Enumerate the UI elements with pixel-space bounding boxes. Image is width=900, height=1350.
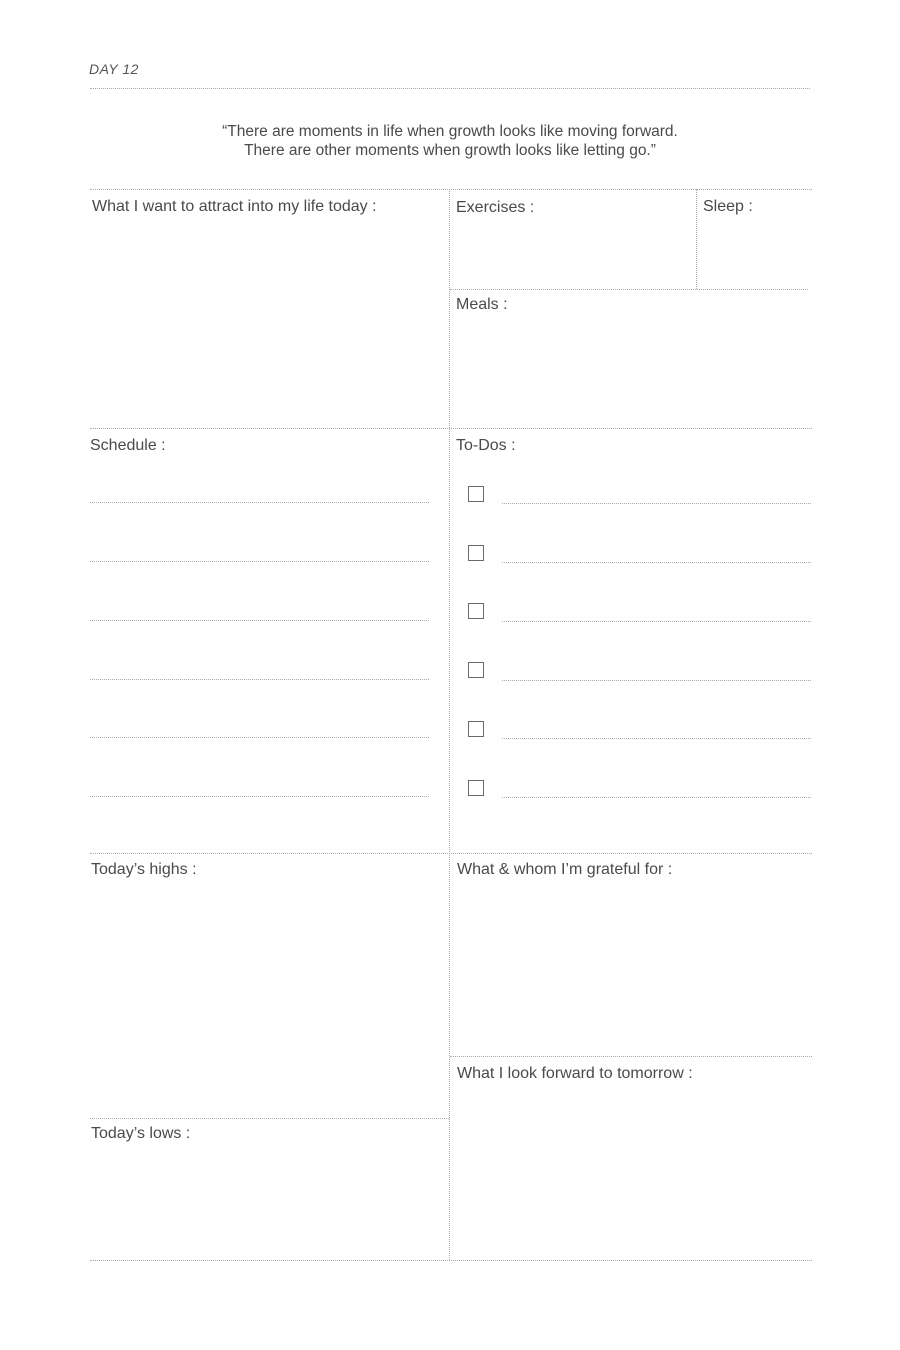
header-divider: [90, 88, 810, 89]
todo-line[interactable]: [502, 621, 811, 622]
grateful-forward-divider: [450, 1056, 812, 1057]
schedule-line[interactable]: [90, 620, 429, 621]
todo-line[interactable]: [502, 797, 811, 798]
todo-line[interactable]: [502, 738, 811, 739]
schedule-line[interactable]: [90, 796, 429, 797]
todo-checkbox[interactable]: [468, 662, 484, 678]
grid-top-line: [90, 189, 812, 190]
exercises-label: Exercises :: [456, 199, 535, 216]
todo-checkbox[interactable]: [468, 486, 484, 502]
grateful-label: What & whom I’m grateful for :: [457, 861, 673, 878]
schedule-line[interactable]: [90, 679, 429, 680]
sleep-label: Sleep :: [703, 198, 753, 215]
lows-label: Today’s lows :: [91, 1125, 191, 1142]
top-section-bottom-line: [90, 428, 812, 429]
todo-checkbox[interactable]: [468, 603, 484, 619]
forward-label: What I look forward to tomorrow :: [457, 1065, 693, 1082]
highs-lows-divider: [90, 1118, 449, 1119]
todos-label: To-Dos :: [456, 437, 516, 454]
quote-line-2: There are other moments when growth looks like letting go.”: [244, 142, 656, 159]
grid-bottom-line: [90, 1260, 812, 1261]
exercise-meals-divider: [450, 289, 808, 290]
schedule-line[interactable]: [90, 502, 429, 503]
schedule-line[interactable]: [90, 561, 429, 562]
schedule-line[interactable]: [90, 737, 429, 738]
schedule-label: Schedule :: [90, 437, 166, 454]
todo-line[interactable]: [502, 680, 811, 681]
todo-checkbox[interactable]: [468, 545, 484, 561]
grid-center-divider: [449, 189, 450, 1260]
highs-label: Today’s highs :: [91, 861, 197, 878]
todo-line[interactable]: [502, 503, 811, 504]
quote-line-1: “There are moments in life when growth looks like moving forward.: [222, 123, 678, 140]
meals-label: Meals :: [456, 296, 508, 313]
attract-label: What I want to attract into my life today :: [92, 198, 377, 215]
todo-checkbox[interactable]: [468, 721, 484, 737]
quote: [90, 122, 810, 160]
day-label: DAY 12: [89, 61, 139, 77]
todo-line[interactable]: [502, 562, 811, 563]
todo-checkbox[interactable]: [468, 780, 484, 796]
exercise-sleep-divider: [696, 189, 697, 289]
middle-section-bottom-line: [90, 853, 812, 854]
